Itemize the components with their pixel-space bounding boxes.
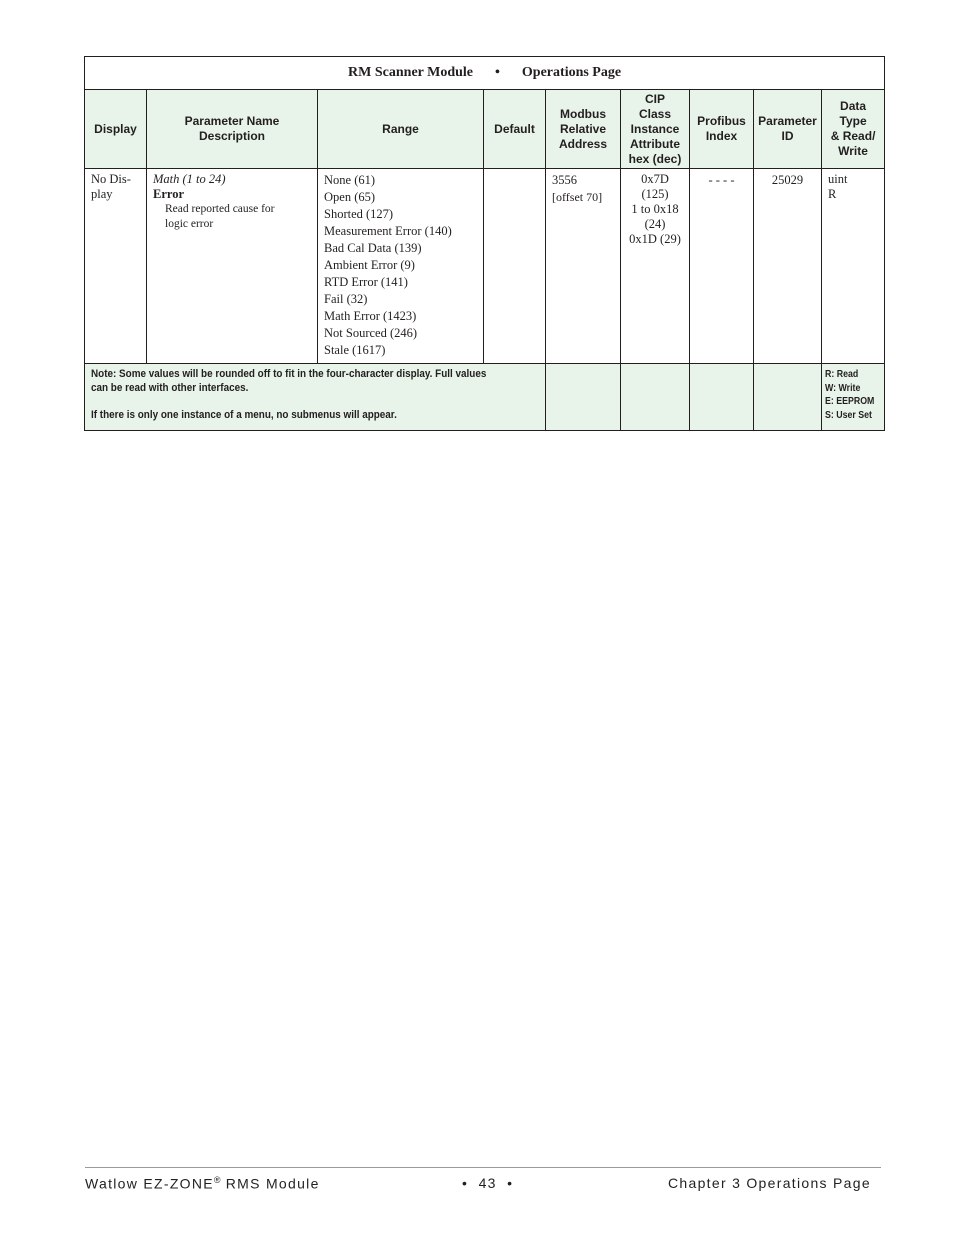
cip-line: (24): [644, 217, 666, 231]
range-item: Fail (32): [324, 292, 368, 306]
legend-read: R: Read: [825, 369, 859, 380]
modbus-address: 3556: [552, 173, 577, 187]
range-item: Not Sourced (246): [324, 326, 418, 340]
header-profibus: Profibus Index: [690, 90, 754, 169]
legend-write: W: Write: [825, 382, 861, 394]
range-item: Ambient Error (9): [324, 258, 415, 272]
cell-modbus: [546, 169, 621, 364]
footer-product: Watlow EZ-ZONE® RMS Module: [85, 1175, 320, 1192]
footer-chapter: Chapter 3 Operations Page: [668, 1175, 871, 1191]
note-empty-cell: [621, 364, 690, 431]
range-item: Shorted (127): [324, 207, 394, 221]
cell-data-type: uint R: [822, 169, 885, 364]
header-default: Default: [484, 90, 546, 169]
legend-cell: [822, 364, 885, 431]
header-display: Display: [85, 90, 147, 169]
footer-divider: [85, 1167, 881, 1168]
range-item: Math Error (1423): [324, 309, 417, 323]
note-row: [85, 364, 885, 431]
range-item: RTD Error (141): [324, 275, 408, 289]
parameter-menu: Math (1 to 24): [153, 172, 226, 186]
cip-line: 1 to 0x18: [631, 202, 679, 216]
cell-default: [484, 169, 546, 364]
range-item: None (61): [324, 173, 376, 187]
header-data-type: Data Type & Read/ Write: [822, 90, 885, 169]
table-title-separator: •: [495, 65, 500, 80]
range-item: Measurement Error (140): [324, 224, 452, 238]
cip-line: 0x1D (29): [629, 232, 681, 246]
note-line-3: If there is only one instance of a menu, no submenus will appear.: [91, 409, 397, 421]
range-item: Bad Cal Data (139): [324, 241, 422, 255]
cell-parameter: [147, 169, 318, 364]
table-title: [85, 57, 885, 90]
cell-parameter-id: 25029: [754, 169, 822, 364]
note-empty-cell: [546, 364, 621, 431]
table-row: [85, 169, 885, 364]
range-item: Stale (1617): [324, 343, 386, 357]
parameter-name: Error: [153, 187, 185, 201]
header-cip: CIP Class Instance Attribute hex (dec): [621, 90, 690, 169]
legend-user-set: S: User Set: [825, 409, 872, 421]
cell-cip: [621, 169, 690, 364]
legend-eeprom: E: EEPROM: [825, 396, 875, 407]
table-title-module: RM Scanner Module: [348, 65, 474, 80]
range-list: [324, 172, 478, 359]
note-empty-cell: [754, 364, 822, 431]
range-item: Open (65): [324, 190, 376, 204]
table-title-page: Operations Page: [521, 65, 622, 80]
cell-range: [318, 169, 484, 364]
modbus-offset: [offset 70]: [552, 190, 603, 204]
header-parameter-name: Parameter Name Description: [147, 90, 318, 169]
note-line-1: Note: Some values will be rounded off to fit in the four-character display. Full values: [91, 368, 487, 380]
footer-page-number: • 43 •: [462, 1175, 514, 1191]
cell-profibus: - - - -: [690, 169, 754, 364]
cip-line: (125): [641, 187, 669, 201]
header-parameter-id: Parameter ID: [754, 90, 822, 169]
note-empty-cell: [690, 364, 754, 431]
note-line-2: can be read with other interfaces.: [91, 382, 249, 394]
cell-display: No Dis- play: [85, 169, 147, 364]
registered-mark: ®: [213, 1175, 221, 1185]
parameter-description: Read reported cause for logic error: [165, 203, 275, 230]
header-range: Range: [318, 90, 484, 169]
note-cell: [85, 364, 546, 431]
parameter-table: [84, 56, 885, 431]
cip-line: 0x7D: [641, 172, 669, 186]
header-modbus: Modbus Relative Address: [546, 90, 621, 169]
